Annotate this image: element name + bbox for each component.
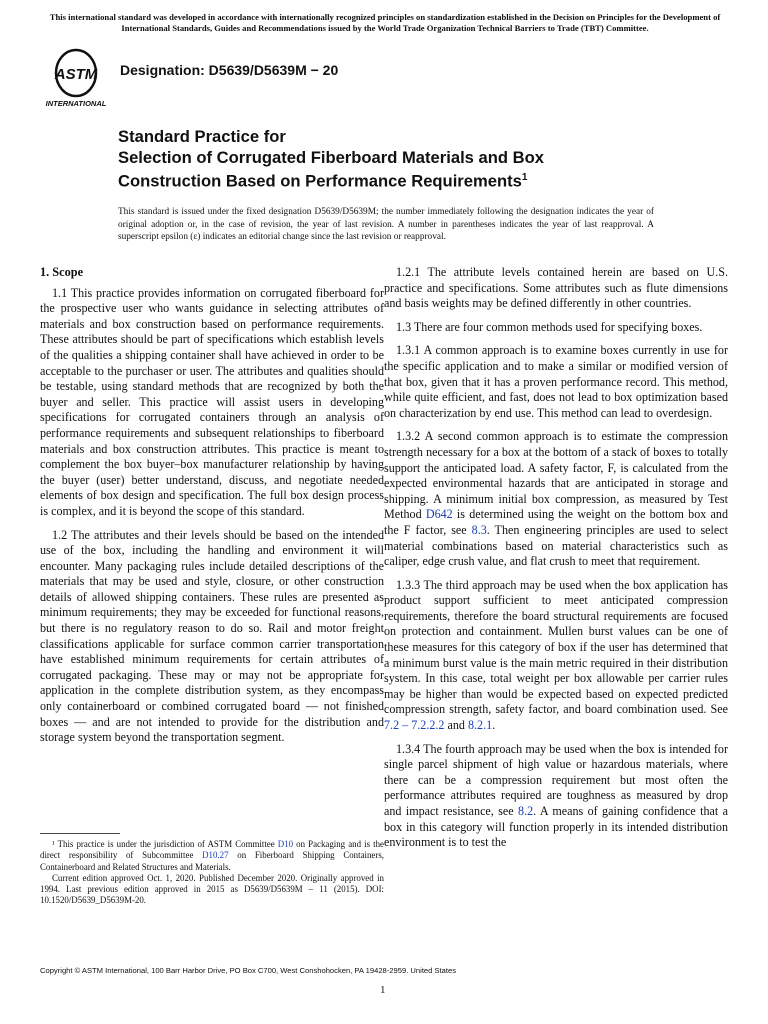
title-line-3: Construction Based on Performance Requirements$^1$ bbox=[118, 171, 528, 191]
paragraph-1-3-4: 1.3.4 The fourth approach may be used when the box is intended for single parcel shipment of high value or hazardous materials, where there can be a compression requirement but most often the performance attributes required are toughness as measured by drop and impact resistance, see 8.2. A means of gaining confidence that a box in this category will function properly in its intended distribution environment is to test the bbox=[384, 741, 729, 850]
page-number: 1 bbox=[380, 984, 386, 996]
copyright: Copyright © ASTM International, 100 Barr Harbor Drive, PO Box C700, West Conshohocken, PA 19428-2959. United States bbox=[40, 966, 457, 975]
paragraph-1-2-1: 1.2.1 The attribute levels contained herein are based on U.S. practice and specifications. Some attributes such as flute dimensions and basis weights may be defined differently in other countries. bbox=[384, 265, 728, 311]
paragraph-1-3-3: 1.3.3 The third approach may be used when the box application has product support sufficient to meet anticipated compression requirements, therefore the board structural requirements are focused on protection and containment. Mullen burst values can be one of these measures for this category of box if the user has determined that a minimum burst value is the main metric required in their distribution system. In this case, total weight per box allowable per carrier rules may be higher than would be expected based on expected predicted compression strength, safety factor, and board combination used. See 7.2 – 7.2.2.2 and 8.2.1. bbox=[384, 577, 728, 733]
footnote bbox=[40, 839, 384, 907]
logo-subtext: INTERNATIONAL bbox=[45, 99, 107, 108]
tbt-notice: This international standard was developed in accordance with internationally recognized principles on standardization established in the Decision on Principles for the Development of International Standards, Guides and Recommendations issued by the World Trade Organization Technical Barriers to Trade (TBT) Committee. bbox=[49, 12, 721, 33]
link-8-3[interactable]: 8.3 bbox=[471, 522, 487, 537]
title-line-1: Standard Practice for bbox=[118, 127, 286, 146]
paragraph-1-3-1: 1.3.1 A common approach is to examine boxes currently in use for the specific application and to make a similar or modified version of that box, given that it has a proven performance record. This method, while quite efficient, and fast, does not lead to box optimization based on characterization by end use. This method can lead to overdesign. bbox=[384, 343, 728, 420]
link-d10[interactable]: D10 bbox=[277, 839, 294, 849]
designation: Designation: D5639/D5639M − 20 bbox=[120, 62, 339, 78]
astm-logo-icon bbox=[40, 48, 112, 110]
section-heading-scope: 1. Scope bbox=[40, 265, 84, 279]
issuance-note: This standard is issued under the fixed designation D5639/D5639M; the number immediately following the designation indicates the year of original adoption or, in the case of revision, the year of last revision. A number in parentheses indicates the year of last reapproval. A superscript epsilon (ε) indicates an editorial change since the last revision or reapproval. bbox=[118, 207, 654, 242]
link-7-2[interactable]: 7.2 – 7.2.2.2 bbox=[384, 718, 445, 733]
document-title bbox=[118, 127, 738, 192]
link-d10-27[interactable]: D10.27 bbox=[202, 850, 229, 861]
paragraph-1-3-2: 1.3.2 A second common approach is to estimate the compression strength necessary for a box at the bottom of a stack of boxes to totally support the anticipated load. A safety factor, F, is calculated from the expected environmental hazards that are anticipated in storage and shipping. A minimum initial box compression, as measured by Test Method D642 is determined using the weight on the bottom box and the F factor, see 8.3. Then engineering principles are used to select material combinations based on material characteristics such as caliper, edge crush value, and flat crush to meet that requirement. bbox=[384, 429, 728, 569]
title-line-2: Selection of Corrugated Fiberboard Materials and Box bbox=[118, 147, 544, 167]
paragraph-1-1: 1.1 This practice provides information on corrugated fiberboard for the prospective user who wants guidance in selecting attributes of materials and box construction based on performance requirements. These attributes should be part of specifications which establish levels of the qualities a shipping container shall have achieved in order to be acceptable to the purchaser or user. The attributes and qualities should be testable, using standard methods that are recognized by both the buyer and seller. This practice will assist users in developing specifications for corrugated containers through an analysis of performance requirements and subsequent relationships to fiberboard materials and box construction attributes. This practice is meant to complement the box buyer–box manufacturer relationship by having the buyer (user) better understand, discuss, and negotiate needed elements of box design and specification. The full box design process is complex, and it is beyond the scope of this standard. bbox=[40, 285, 384, 518]
link-8-2[interactable]: 8.2 bbox=[518, 804, 534, 818]
footnote-1: ¹ This practice is under the jurisdiction of ASTM Committee D10 on Packaging and is the direct responsibility of Subcommittee D10.27 on Fiberboard Shipping Containers, Containerboard and Related Structures and Materials. bbox=[40, 839, 384, 872]
logo-text: ASTM bbox=[54, 66, 98, 83]
paragraph-1-2: 1.2 The attributes and their levels should be based on the intended use of the box, including the handling and environment it will encounter. Many packaging rules include detailed descriptions of the materials that may be used and style, closure, or other construction details of allowed shipping containers. These rules are presented as minimum requirements; they may be exceeded for functional reasons, but there is no regulatory reason to do so. Rail and motor freight classifications applicable for surface common carrier transportation have established minimum requirements for certain attributes of corrugated packaging. These may or may not be appropriate for application in the complete distribution system, as they encompass only containerboard or combined corrugated board — not finished boxes — and are not intended to provide for the distribution and storage system beyond the transportation segment. bbox=[40, 527, 384, 745]
footnote-edition: Current edition approved Oct. 1, 2020. Published December 2020. Originally approved in 1994. Last previous edition approved in 2015 as D5639/D5639M – 11 (2015). DOI: 10.1520/D5639_D5639M-20. bbox=[40, 872, 384, 906]
footnote-divider bbox=[40, 833, 120, 834]
left-column bbox=[40, 265, 384, 754]
right-column bbox=[384, 265, 728, 859]
paragraph-1-3: 1.3 There are four common methods used for specifying boxes. bbox=[396, 319, 703, 334]
title-footnote-mark: 1 bbox=[521, 172, 528, 183]
link-d642[interactable]: D642 bbox=[425, 507, 453, 522]
link-8-2-1[interactable]: 8.2.1 bbox=[467, 718, 493, 733]
